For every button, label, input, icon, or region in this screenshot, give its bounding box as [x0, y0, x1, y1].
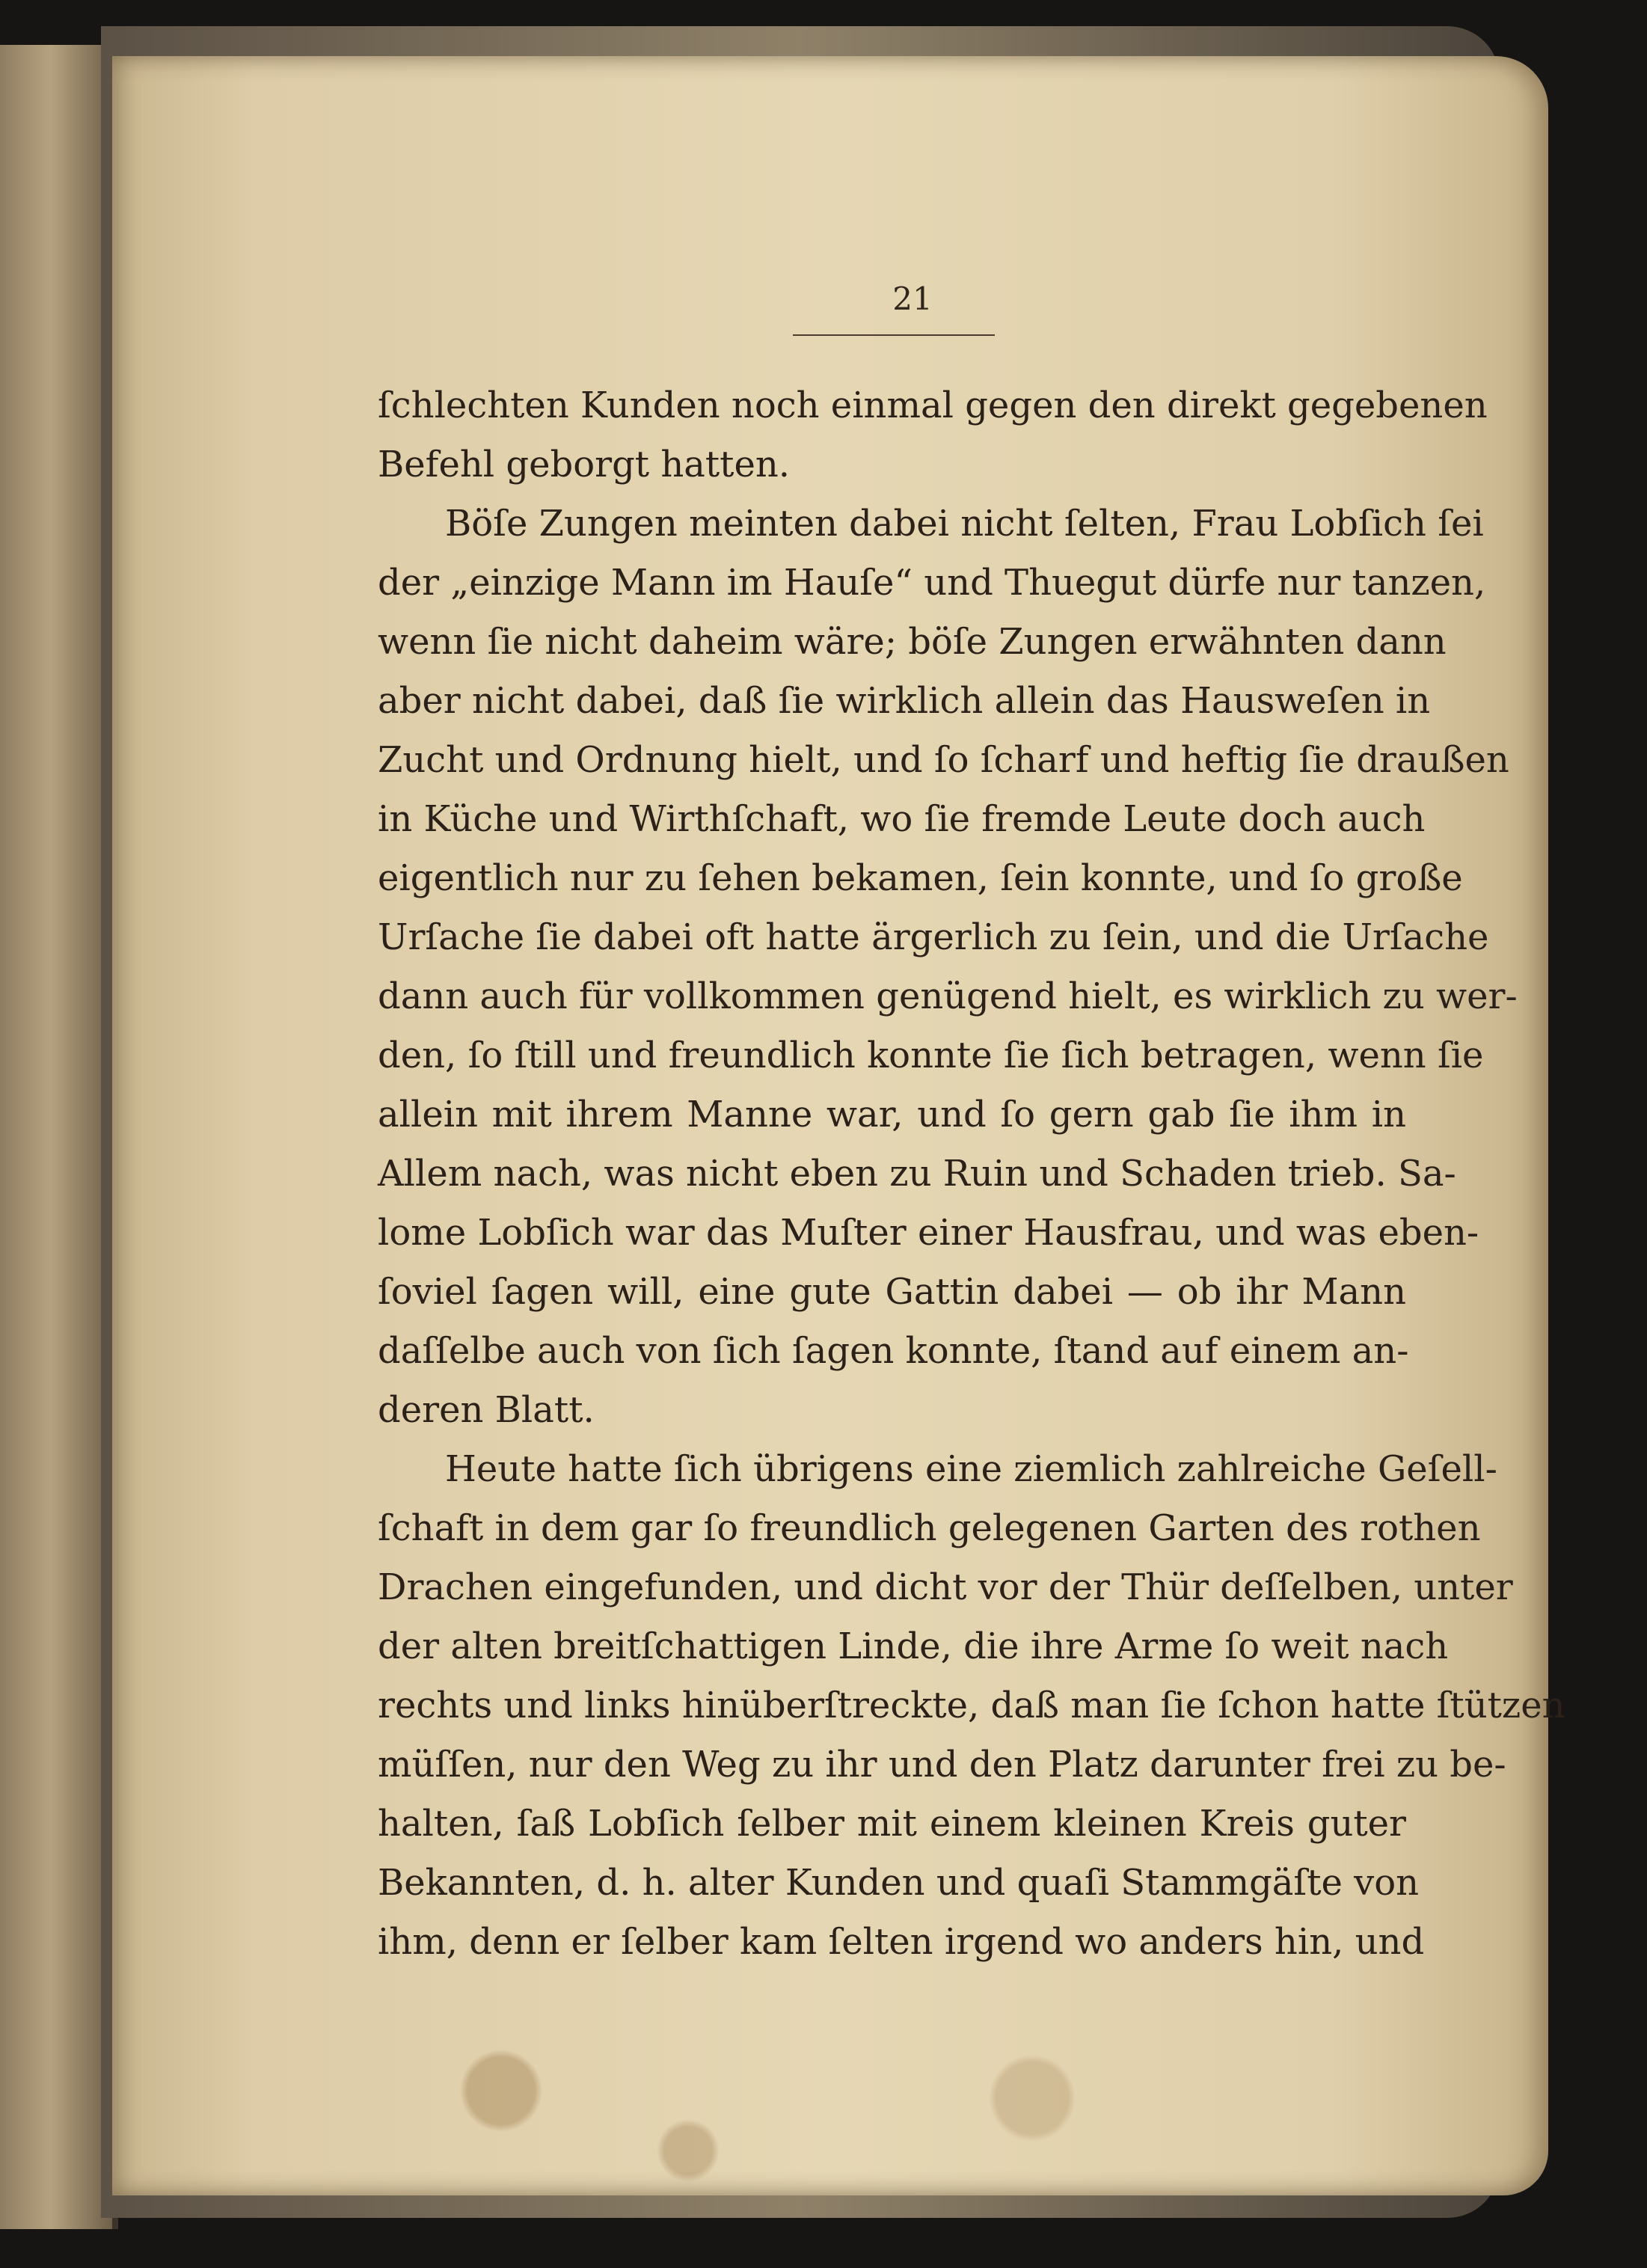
text-line: der alten breitſchattigen Linde, die ihre Arme ſo weit nach	[378, 1625, 1449, 1667]
text-line: Allem nach, was nicht eben zu Ruin und Schaden trieb. Sa-	[378, 1153, 1456, 1195]
text-line: der „einzige Mann im Hauſe“ und Thuegut dürfe nur tanzen,	[378, 562, 1486, 604]
text-line: müſſen, nur den Weg zu ihr und den Platz darunter frei zu be-	[378, 1744, 1506, 1786]
text-line: deren Blatt.	[378, 1389, 595, 1431]
text-line: eigentlich nur zu ſehen bekamen, ſein konnte, und ſo große	[378, 857, 1463, 899]
text-line: in Küche und Wirthſchaft, wo ſie fremde Leute doch auch	[378, 798, 1426, 840]
text-line: Drachen eingefunden, und dicht vor der Thür deſſelben, unter	[378, 1566, 1513, 1608]
document-page	[112, 56, 1565, 2195]
text-line: Heute hatte ſich übrigens eine ziemlich zahlreiche Geſell-	[445, 1448, 1497, 1490]
text-line: ſchlechten Kunden noch einmal gegen den direkt gegebenen	[378, 384, 1488, 426]
text-line: ihm, denn er ſelber kam ſelten irgend wo anders hin, und	[378, 1921, 1425, 1963]
text-line: dann auch für vollkommen genügend hielt, es wirklich zu wer-	[378, 975, 1518, 1017]
text-line: halten, ſaß Lobſich ſelber mit einem kleinen Kreis guter	[378, 1803, 1406, 1845]
text-line: lome Lobſich war das Muſter einer Hausfrau, und was eben-	[378, 1212, 1479, 1254]
page-text	[378, 376, 1565, 1972]
text-line: rechts und links hinüberſtreckte, daß man ſie ſchon hatte ſtützen	[378, 1685, 1565, 1726]
page-number: 21	[892, 281, 933, 317]
text-line: wenn ſie nicht daheim wäre; böſe Zungen erwähnten dann	[378, 621, 1447, 663]
text-line: aber nicht dabei, daß ſie wirklich allein das Hausweſen in	[378, 680, 1431, 722]
text-line: Böſe Zungen meinten dabei nicht ſelten, Frau Lobſich ſei	[445, 503, 1484, 545]
text-line: Zucht und Ordnung hielt, und ſo ſcharf und heftig ſie draußen	[378, 739, 1509, 781]
text-line: Befehl geborgt hatten.	[378, 444, 791, 485]
text-line: den, ſo ſtill und freundlich konnte ſie ſich betragen, wenn ſie	[378, 1035, 1484, 1076]
header-rule	[793, 334, 995, 336]
text-line: ſchaft in dem gar ſo freundlich gelegenen Garten des rothen	[378, 1507, 1481, 1549]
text-line: Urſache ſie dabei oft hatte ärgerlich zu ſein, und die Urſache	[378, 916, 1489, 958]
text-line: allein mit ihrem Manne war, und ſo gern gab ſie ihm in	[378, 1094, 1406, 1135]
text-line: daſſelbe auch von ſich ſagen konnte, ſtand auf einem an-	[378, 1330, 1409, 1372]
text-line: Bekannten, d. h. alter Kunden und quaſi Stammgäſte von	[378, 1862, 1420, 1904]
text-line: ſoviel ſagen will, eine gute Gattin dabei — ob ihr Mann	[378, 1271, 1406, 1313]
